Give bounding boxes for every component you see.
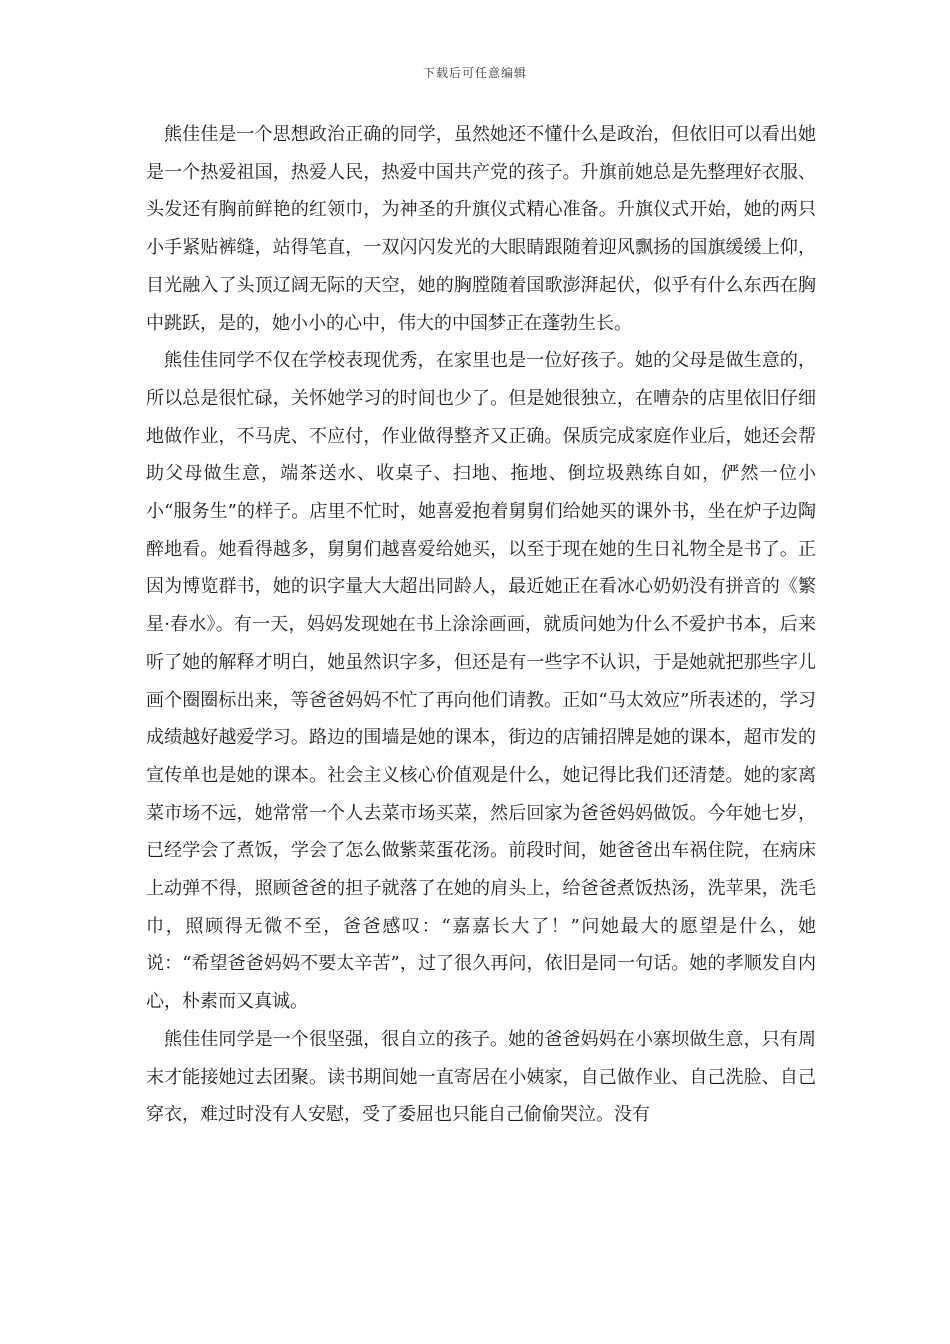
paragraph-filial-piety: 熊佳佳同学不仅在学校表现优秀，在家里也是一位好孩子。她的父母是做生意的，所以总是很忙碌，关怀她学习的时间也少了。但是她很独立，在嘈杂的店里依旧仔细地做作业，不马虎、不应付，作业做得整齐又正确。保质完成家庭作业后，她还会帮助父母做生意，端茶送水、收桌子、扫地、拖地、倒垃圾熟练自如，俨然一位小小“服务生”的样子。店里不忙时，她喜爱抱着舅舅们给她买的课外书，坐在炉子边陶醉地看。她看得越多，舅舅们越喜爱给她买，以至于现在她的生日礼物全是书了。正因为博览群书，她的识字量大大超出同龄人，最近她正在看冰心奶奶没有拼音的《繁星·春水》。有一天，妈妈发现她在书上涂涂画画，就质问她为什么不爱护书本，后来听了她的解释才明白，她虽然识字多，但还是有一些字不认识，于是她就把那些字儿画个圈圈标出来，等爸爸妈妈不忙了再向他们请教。正如“马太效应”所表述的，学习成绩越好越爱学习。路边的围墙是她的课本，街边的店铺招牌是她的课本，超市发的宣传单也是她的课本。社会主义核心价值观是什么，她记得比我们还清楚。她的家离菜市场不远，她常常一个人去菜市场买菜，然后回家为爸爸妈妈做饭。今年她七岁，已经学会了煮饭，学会了怎么做紫菜蛋花汤。前段时间，她爸爸出车祸住院，在病床上动弹不得，照顾爸爸的担子就落了在她的肩头上，给爸爸煮饭热汤，洗苹果，洗毛巾，照顾得无微不至，爸爸感叹：“嘉嘉长大了！”问她最大的愿望是什么，她说：“希望爸爸妈妈不要太辛苦”，过了很久再问，依旧是同一句话。她的孝顺发自内心，朴素而又真诚。 xyxy=(146,350,816,1013)
paragraph-patriotism: 熊佳佳是一个思想政治正确的同学，虽然她还不懂什么是政治，但依旧可以看出她是一个热爱祖国，热爱人民，热爱中国共产党的孩子。升旗前她总是先整理好衣服、头发还有胸前鲜艳的红领巾，为神圣的升旗仪式精心准备。升旗仪式开始，她的两只小手紧贴裤缝，站得笔直，一双闪闪发光的大眼睛跟随着迎风飘扬的国旗缓缓上仰，目光融入了头顶辽阔无际的天空，她的胸膛随着国歌澎湃起伏，似乎有什么东西在胸中跳跃，是的，她小小的心中，伟大的中国梦正在蓬勃生长。 xyxy=(146,124,816,334)
document-body xyxy=(146,116,816,1134)
paragraph-independence: 熊佳佳同学是一个很坚强，很自立的孩子。她的爸爸妈妈在小寨坝做生意，只有周末才能接她过去团聚。读书期间她一直寄居在小姨家，自己做作业、自己洗脸、自己穿衣，难过时没有人安慰，受了委屈也只能自己偷偷哭泣。没有 xyxy=(146,1028,816,1126)
page-header: 下载后可任意编辑 xyxy=(422,66,527,80)
